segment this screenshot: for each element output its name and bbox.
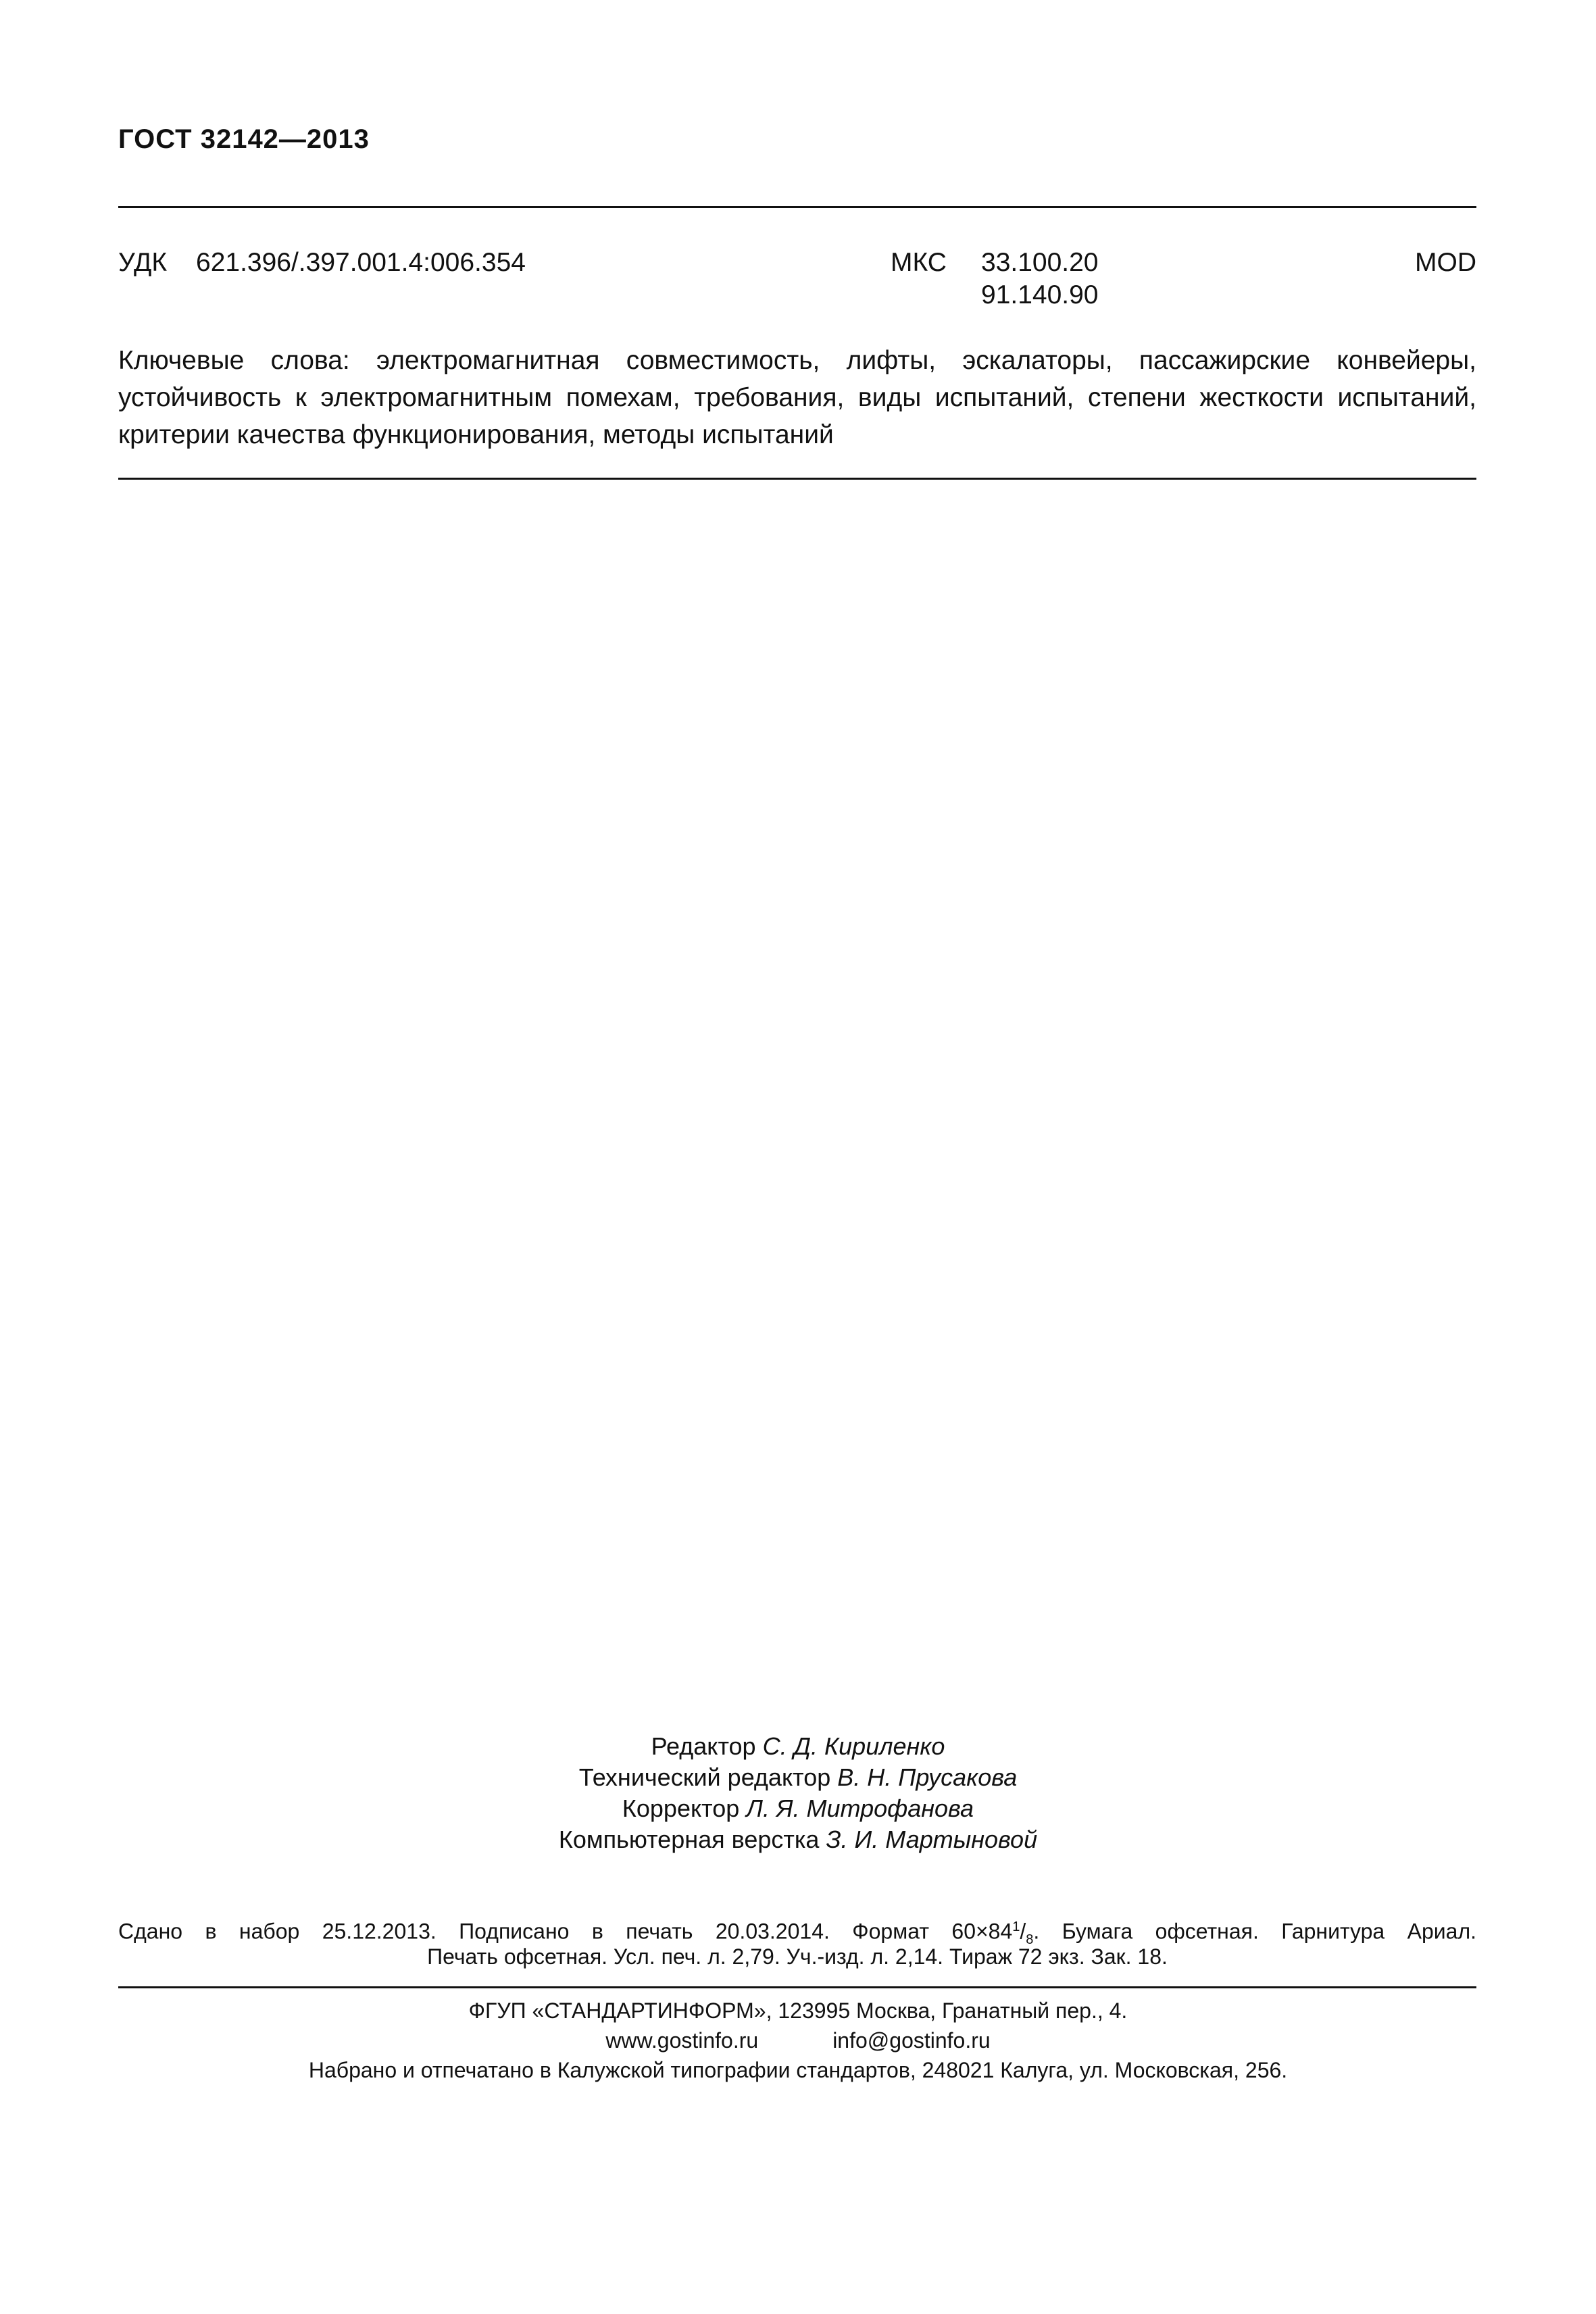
credit-name: Л. Я. Митрофанова	[746, 1794, 974, 1822]
credit-layout	[0, 1824, 1596, 1855]
top-divider	[118, 206, 1476, 208]
footer-block	[0, 1996, 1596, 2085]
credit-role: Корректор	[622, 1794, 740, 1822]
email-link[interactable]: info@gostinfo.ru	[832, 2028, 991, 2053]
publishing-line-1: Сдано в набор 25.12.2013. Подписано в печать 20.03.2014. Формат $60\times 84^1/_8$. Бумага офсетная. Гарнитура Ариал.	[118, 1919, 1477, 1948]
mks-value-1: 33.100.20	[981, 248, 1099, 277]
printer-info: Набрано и отпечатано в Калужской типографии стандартов, 248021 Калуга, ул. Московская, 256.	[308, 2058, 1288, 2082]
keywords: Ключевые слова: электромагнитная совместимость, лифты, эскалаторы, пассажирские конвейеры, устойчивость к электромагнитным помехам, требования, виды испытаний, степени жесткости испытаний, критерии качества функционирования, методы испытаний	[118, 346, 1476, 449]
credit-tech-editor	[0, 1762, 1596, 1793]
credit-role: Технический редактор	[578, 1763, 831, 1791]
footer-divider	[118, 1986, 1476, 1988]
credit-name: В. Н. Прусакова	[837, 1763, 1018, 1791]
credit-name: З. И. Мартыновой	[826, 1826, 1038, 1853]
format-sub: 8	[1026, 1932, 1034, 1948]
credits-block	[0, 1731, 1596, 1855]
website-link[interactable]: www.gostinfo.ru	[605, 2028, 759, 2053]
mks-value-2: 91.140.90	[981, 280, 1099, 309]
credit-role: Редактор	[651, 1732, 756, 1760]
publishing-line-2: Печать офсетная. Усл. печ. л. 2,79. Уч.-изд. л. 2,14. Тираж 72 экз. Зак. 18.	[427, 1944, 1168, 1969]
mod-label: MOD	[1415, 248, 1476, 277]
udk-label: УДК	[118, 248, 168, 277]
publishing-prefix: Сдано в набор 25.12.2013. Подписано в печать 20.03.2014. Формат 60×84	[118, 1919, 1013, 1944]
credit-name: С. Д. Кириленко	[762, 1732, 945, 1760]
keywords-divider	[118, 478, 1476, 480]
udk-value: 621.396/.397.001.4:006.354	[196, 248, 526, 277]
document-number: ГОСТ 32142—2013	[118, 124, 370, 154]
publisher-address: ФГУП «СТАНДАРТИНФОРМ», 123995 Москва, Гранатный пер., 4.	[468, 1998, 1128, 2023]
format-sup: 1	[1012, 1919, 1020, 1934]
credit-role: Компьютерная верстка	[558, 1826, 820, 1853]
credit-editor	[0, 1731, 1596, 1762]
contact-line	[0, 2026, 1596, 2055]
publishing-suffix: . Бумага офсетная. Гарнитура Ариал.	[1033, 1919, 1477, 1944]
credit-proofreader	[0, 1793, 1596, 1824]
mks-label: МКС	[891, 248, 947, 277]
